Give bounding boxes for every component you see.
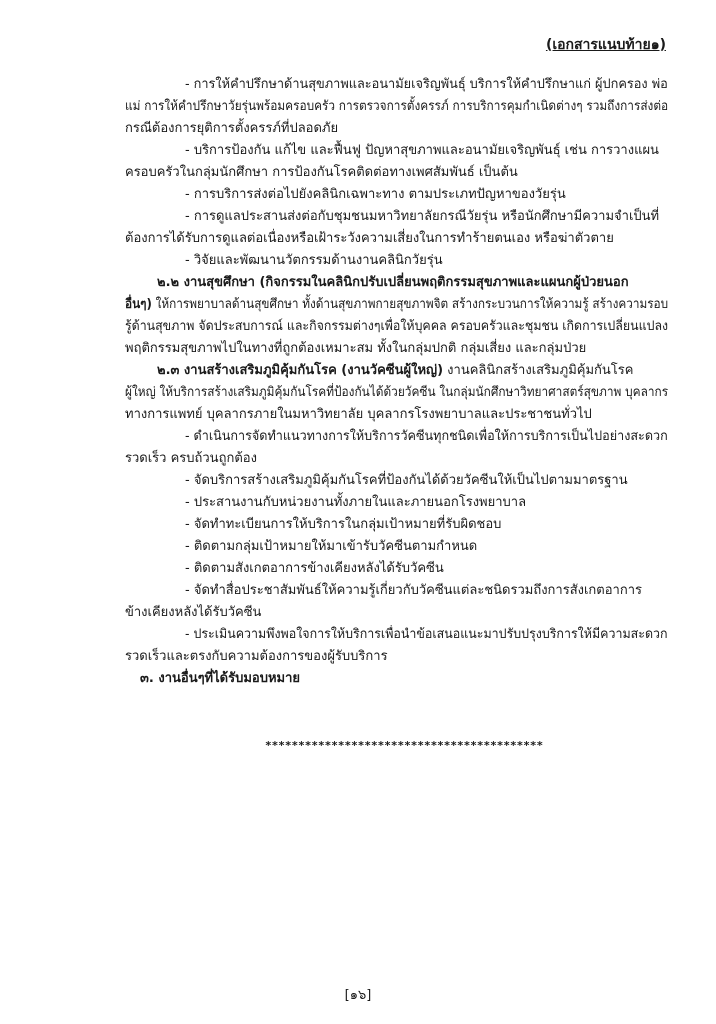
text-line: - วิจัยและพัฒนานวัตกรรมด้านงานคลินิกวัยรุ่น [185, 253, 443, 268]
text-line-rest: ให้การพยาบาลด้านสุขศึกษา ทั้งด้านสุขภาพกายสุขภาพจิต สร้างกระบวนการให้ความรู้ สร้างความรอบ [151, 297, 669, 312]
text-line: รู้ด้านสุขภาพ จัดประสบการณ์ และกิจกรรมต่างๆเพื่อให้บุคคล ครอบครัวและชุมชน เกิดการเปลี่ยนแปลง [125, 319, 669, 334]
text-line: รวดเร็ว ครบถ้วนถูกต้อง [125, 451, 257, 466]
annex-label: (เอกสารแนบท้าย๑) [545, 37, 666, 53]
bold-lead: อื่นๆ) [125, 297, 152, 312]
text-line: - ดำเนินการจัดทำแนวทางการให้บริการวัคซีนทุกชนิดเพื่อให้การบริการเป็นไปอย่างสะดวก [185, 429, 668, 444]
text-line: - การดูแลประสานส่งต่อกับชุมชนมหาวิทยาลัยกรณีวัยรุ่น หรือนักศึกษามีความจำเป็นที่ [185, 209, 660, 224]
text-line: กรณีต้องการยุติการตั้งครรภ์ที่ปลอดภัย [125, 121, 339, 136]
text-line: - การบริการส่งต่อไปยังคลินิกเฉพาะทาง ตามประเภทปัญหาของวัยรุ่น [185, 187, 566, 202]
text-line: ข้างเคียงหลังได้รับวัคซีน [125, 605, 262, 620]
text-line: - ประเมินความพึงพอใจการให้บริการเพื่อนำข้อเสนอแนะมาปรับปรุงบริการให้มีความสะดวก [185, 627, 668, 642]
text-line-rest: งานคลินิกสร้างเสริมภูมิคุ้มกันโรค [443, 363, 634, 378]
text-line: - ติดตามกลุ่มเป้าหมายให้มาเข้ารับวัคซีนตามกำหนด [185, 539, 478, 554]
text-line: - บริการป้องกัน แก้ไข และฟื้นฟู ปัญหาสุขภาพและอนามัยเจริญพันธุ์ เช่น การวางแผน [185, 143, 659, 158]
text-line: - จัดทำทะเบียนการให้บริการในกลุ่มเป้าหมายที่รับผิดชอบ [185, 517, 502, 532]
text-line: พฤติกรรมสุขภาพไปในทางที่ถูกต้องเหมาะสม ทั้งในกลุ่มปกติ กลุ่มเสี่ยง และกลุ่มป่วย [125, 341, 587, 356]
section-heading-2-3 [157, 363, 633, 379]
section-heading-2-2: ๒.๒ งานสุขศึกษา (กิจกรรมในคลินิกปรับเปลี่ยนพฤติกรรมสุขภาพและแผนกผู้ป่วยนอก [157, 275, 629, 290]
page-number: [๑๖] [344, 988, 372, 1003]
text-line: - การให้คำปรึกษาด้านสุขภาพและอนามัยเจริญพันธุ์ บริการให้คำปรึกษาแก่ ผู้ปกครอง พ่อ [185, 77, 668, 92]
separator-line: ****************************************** [265, 739, 544, 752]
text-line: - ติดตามสังเกตอาการข้างเคียงหลังได้รับวัคซีน [185, 561, 444, 576]
text-line: - ประสานงานกับหน่วยงานทั้งภายในและภายนอกโรงพยาบาล [185, 495, 527, 510]
text-line: ทางการแพทย์ บุคลากรภายในมหาวิทยาลัย บุคลากรโรงพยาบาลและประชาชนทั่วไป [125, 407, 592, 422]
text-line: ผู้ใหญ่ ให้บริการสร้างเสริมภูมิคุ้มกันโรคที่ป้องกันได้ด้วยวัคซีน ในกลุ่มนักศึกษาวิทยาศาสตร์สุขภาพ บุคลากร [125, 385, 669, 400]
text-line: ครอบครัวในกลุ่มนักศึกษา การป้องกันโรคติดต่อทางเพศสัมพันธ์ เป็นต้น [125, 165, 518, 180]
text-line: - จัดทำสื่อประชาสัมพันธ์ให้ความรู้เกี่ยวกับวัคซีนแต่ละชนิดรวมถึงการสังเกตอาการ [185, 583, 642, 598]
section-heading-3: ๓. งานอื่นๆที่ได้รับมอบหมาย [140, 671, 301, 686]
text-line: แม่ การให้คำปรึกษาวัยรุ่นพร้อมครอบครัว การตรวจการตั้งครรภ์ การบริการคุมกำเนิดต่างๆ รวมถึงการส่งต่อ [125, 99, 669, 114]
text-line: - จัดบริการสร้างเสริมภูมิคุ้มกันโรคที่ป้องกันได้ด้วยวัคซีนให้เป็นไปตามมาตรฐาน [185, 473, 628, 488]
bold-lead: ๒.๓ งานสร้างเสริมภูมิคุ้มกันโรค (งานวัคซีนผู้ใหญ่) [157, 363, 444, 378]
text-line: รวดเร็วและตรงกับความต้องการของผู้รับบริการ [125, 649, 388, 664]
text-line [125, 297, 668, 313]
text-line: ต้องการได้รับการดูแลต่อเนื่องหรือเฝ้าระวังความเสี่ยงในการทำร้ายตนเอง หรือฆ่าตัวตาย [125, 231, 614, 246]
